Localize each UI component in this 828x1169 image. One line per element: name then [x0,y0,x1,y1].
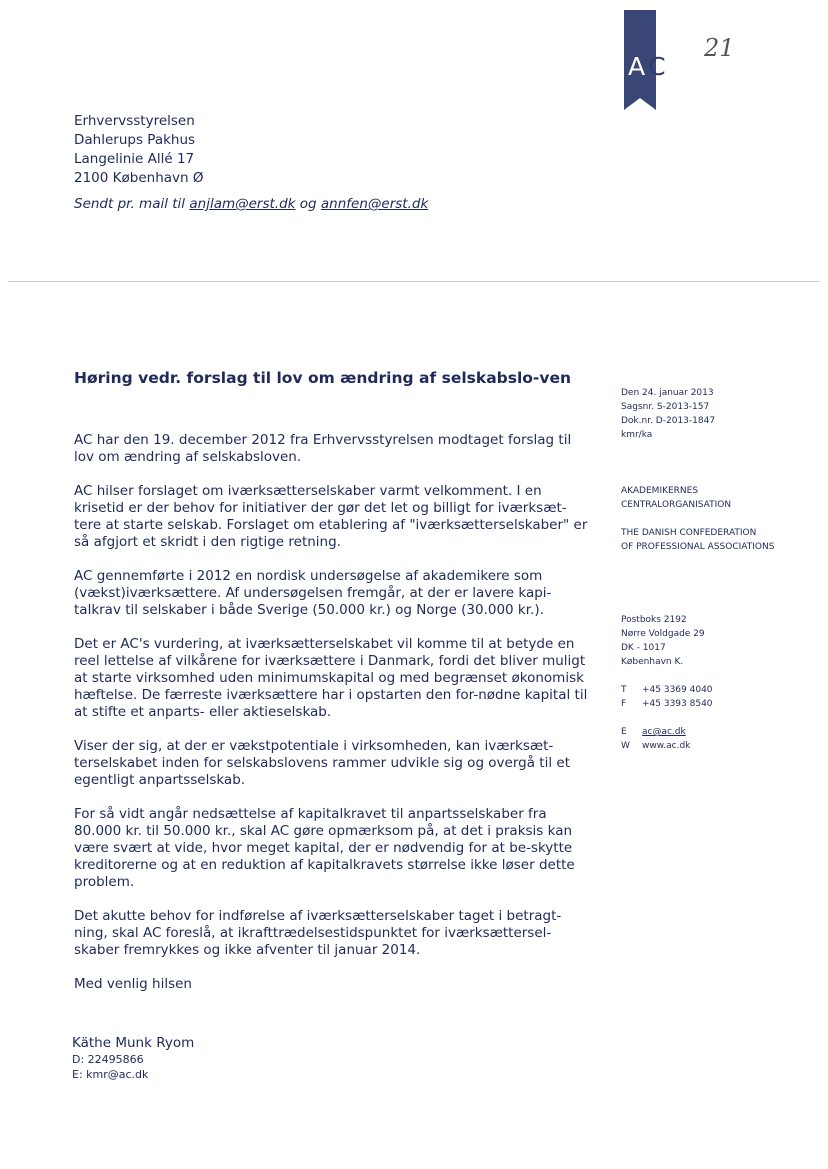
email-link-2[interactable]: annfen@erst.dk [320,196,429,212]
letter-body [74,432,592,1010]
signature-block [72,1034,194,1082]
contact-street: Nørre Voldgade 29 [621,629,705,639]
recipient-street: Langelinie Allé 17 [74,151,195,167]
paragraph-2: AC hilser forslaget om iværksætterselskaber varmt velkomment. I en krisetid er der behov for initiativer der gør det let og billigt for iværksæt-tere at starte selskab. Forslaget om etablering af "iværksætterselskaber" er så afgjort et skridt i den rigtige retning. [74,483,588,550]
org-email-link[interactable]: ac@ac.dk [642,727,686,737]
paragraph-5: Viser der sig, at der er vækstpotentiale i virksomheden, kan iværksæt-terselskabet inden for selskabslovens rammer udvikle sig og overgå til et egentligt anpartsselskab. [74,738,570,788]
email-label: E [621,727,627,737]
contact-spacer-1 [621,669,713,683]
paragraph-6: For så vidt angår nedsættelse af kapitalkravet til anpartsselskaber fra 80.000 kr. til 50.000 kr., skal AC gøre opmærksom på, at det i praksis kan være svært at vide, hvor meget kapital, der er nødvendig for at be-skytte kreditorerne og at en reduktion af kapitalkravets størrelse ikke løser dette problem. [74,806,575,890]
contact-fax [621,697,713,711]
meta-initials: kmr/ka [621,430,653,440]
org-da-line-1: AKADEMIKERNES [621,486,699,496]
handwritten-page-number: 21 [704,34,735,62]
signer-email: E: kmr@ac.dk [72,1068,149,1081]
ac-logo-text [628,50,688,84]
contact-city: København K. [621,657,684,667]
recipient-city: 2100 København Ø [74,170,204,186]
contact-email [621,725,713,739]
logo-letter-c: C [648,52,667,81]
contact-info [621,613,713,753]
phone-label: T [621,685,627,695]
org-en-line-1: THE DANISH CONFEDERATION [621,528,757,538]
meta-case-number: Sagsnr. S-2013-157 [621,402,710,412]
meta-document-number: Dok.nr. D-2013-1847 [621,416,716,426]
paragraph-4: Det er AC's vurdering, at iværksætterselskabet vil komme til at betyde en reel lettelse af vilkårene for iværksættere i Danmark, fordi det bliver muligt at starte virksomhed uden minimumskapital og med begrænset økonomisk hæftelse. De færreste iværksættere har i opstarten den for-nødne kapital til at stifte et anparts- eller aktieselskab. [74,636,588,720]
recipient-name: Erhvervsstyrelsen [74,113,195,129]
sent-by-mail-line [74,196,428,212]
org-web-link[interactable]: www.ac.dk [642,741,691,751]
contact-web [621,739,713,753]
divider [8,281,820,282]
paragraph-3: AC gennemførte i 2012 en nordisk undersøgelse af akademikere som (vækst)iværksættere. Af undersøgelsen fremgår, at der er lavere kapi-talkrav til selskaber i både Sverige (50.000 kr.) og Norge (30.000 kr.). [74,568,552,618]
paragraph-1: AC har den 19. december 2012 fra Erhvervsstyrelsen modtaget forslag til lov om ændring af selskabsloven. [74,432,572,465]
org-da-line-2: CENTRALORGANISATION [621,500,732,510]
meta-date: Den 24. januar 2013 [621,388,714,398]
phone-value: +45 3369 4040 [642,685,713,695]
org-spacer [621,512,774,526]
paragraph-7: Det akutte behov for indførelse af iværksætterselskaber taget i betragt-ning, skal AC foreslå, at ikrafttrædelsestidspunktet for iværksættersel-skaber fremrykkes og ikke afventer til januar 2014. [74,908,562,958]
closing: Med venlig hilsen [74,976,192,992]
logo-letter-a: A [628,52,647,81]
web-label: W [621,741,630,751]
signer-name: Käthe Munk Ryom [72,1035,195,1051]
organisation-name [621,484,774,554]
sent-mid: og [295,196,321,212]
letter-heading: Høring vedr. forslag til lov om ændring af selskabslo-ven [74,369,572,387]
org-en-line-2: OF PROFESSIONAL ASSOCIATIONS [621,542,775,552]
signer-phone: D: 22495866 [72,1053,144,1066]
recipient-address [74,112,203,188]
email-link-1[interactable]: anjlam@erst.dk [189,196,296,212]
fax-value: +45 3393 8540 [642,699,713,709]
contact-spacer-2 [621,711,713,725]
recipient-building: Dahlerups Pakhus [74,132,196,148]
contact-pobox: Postboks 2192 [621,615,687,625]
letter-meta [621,386,715,442]
contact-postal: DK - 1017 [621,643,666,653]
sent-prefix: Sendt pr. mail til [74,196,190,212]
fax-label: F [621,699,627,709]
contact-phone [621,683,713,697]
